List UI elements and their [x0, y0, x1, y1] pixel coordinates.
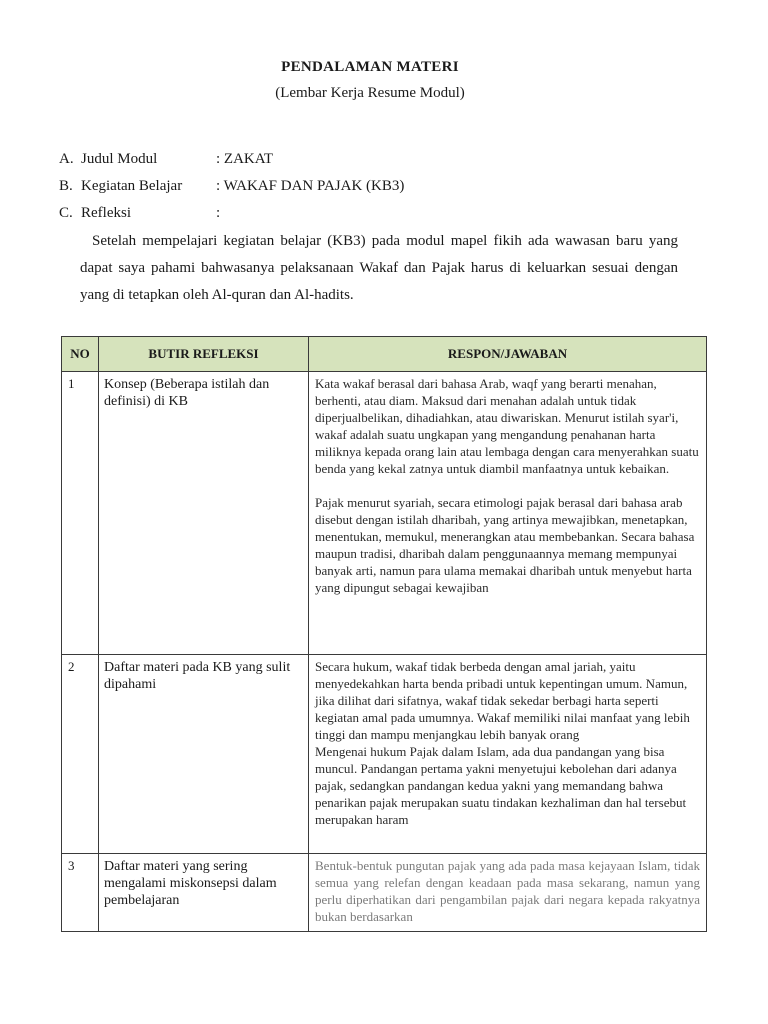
response-paragraph: Mengenai hukum Pajak dalam Islam, ada dua pandangan yang bisa muncul. Pandangan pertama yakni menyetujui kebolehan dari adanya pajak, sedangkan pandangan kedua yakni yang memandang bahwa penarikan pajak merupakan suatu tindakan kezhaliman dan hal tersebut merupakan haram — [315, 744, 687, 827]
meta-letter: B. — [59, 178, 73, 194]
row-item: Daftar materi pada KB yang sulit dipahami — [99, 655, 309, 854]
meta-label: Refleksi — [81, 205, 131, 221]
meta-letter: C. — [59, 205, 73, 221]
table-row — [62, 655, 707, 854]
meta-label: Kegiatan Belajar — [81, 178, 183, 194]
row-item: Konsep (Beberapa istilah dan definisi) di KB — [99, 372, 309, 655]
reflection-paragraph: Setelah mempelajari kegiatan belajar (KB3) pada modul mapel fikih ada wawasan baru yang dapat saya pahami bahwasanya pelaksanaan Wakaf dan Pajak harus di keluarkan sesuai dengan yang di tetapkan oleh Al-quran dan Al-hadits. — [80, 233, 678, 303]
row-response — [309, 655, 707, 854]
row-item: Daftar materi yang sering mengalami miskonsepsi dalam pembelajaran — [99, 854, 309, 932]
meta-value: : WAKAF DAN PAJAK (KB3) — [216, 178, 405, 194]
header-respon-jawaban: RESPON/JAWABAN — [309, 337, 707, 372]
page-title: PENDALAMAN MATERI — [281, 59, 459, 75]
response-paragraph: Kata wakaf berasal dari bahasa Arab, waqf yang berarti menahan, berhenti, atau diam. Maksud dari menahan adalah untuk tidak diperjualbelikan, dihadiahkan, atau diwariskan. Menurut istilah syar'i, wakaf adalah suatu ungkapan yang mengandung penahanan harta miliknya kepada orang lain atau lembaga dengan cara menyerahkan suatu benda yang kekal zatnya untuk diambil manfaatnya untuk kebaikan. — [315, 376, 699, 476]
row-response — [309, 372, 707, 655]
header-butir-refleksi: BUTIR REFLEKSI — [99, 337, 309, 372]
reflection-table — [61, 336, 707, 932]
response-paragraph: Bentuk-bentuk pungutan pajak yang ada pada masa kejayaan Islam, tidak semua yang relefan dengan keadaan pada masa sekarang, namun yang perlu diperhatikan dari pengambilan pajak dari negara kepada rakyatnya bukan berdasarkan — [315, 858, 700, 924]
meta-value: : — [216, 205, 221, 221]
header-no: NO — [62, 337, 99, 372]
table-row — [62, 854, 707, 932]
row-number: 1 — [62, 372, 99, 655]
meta-letter: A. — [59, 151, 74, 167]
page-subtitle: (Lembar Kerja Resume Modul) — [275, 85, 465, 101]
row-number: 2 — [62, 655, 99, 854]
table-row — [62, 372, 707, 655]
row-number: 3 — [62, 854, 99, 932]
table-header-row — [62, 337, 707, 372]
meta-label: Judul Modul — [81, 151, 158, 167]
response-paragraph: Pajak menurut syariah, secara etimologi pajak berasal dari bahasa arab disebut dengan istilah dharibah, yang artinya mewajibkan, menetapkan, menentukan, memukul, menerangkan atau membebankan. Secara bahasa maupun tradisi, dharibah dalam penggunaannya memang mempunyai banyak arti, namun para ulama memakai dharibah untuk menyebut harta yang dipungut sebagai kewajiban — [315, 495, 695, 595]
meta-value: : ZAKAT — [216, 151, 274, 167]
response-paragraph: Secara hukum, wakaf tidak berbeda dengan amal jariah, yaitu menyedekahkan harta benda pribadi untuk kepentingan umum. Namun, jika dilihat dari sifatnya, wakaf tidak sekedar berbagi harta seperti kegiatan amal pada umumnya. Wakaf memiliki nilai manfaat yang lebih tinggi dan mampu menjangkau lebih banyak orang — [315, 659, 690, 742]
row-response — [309, 854, 707, 932]
